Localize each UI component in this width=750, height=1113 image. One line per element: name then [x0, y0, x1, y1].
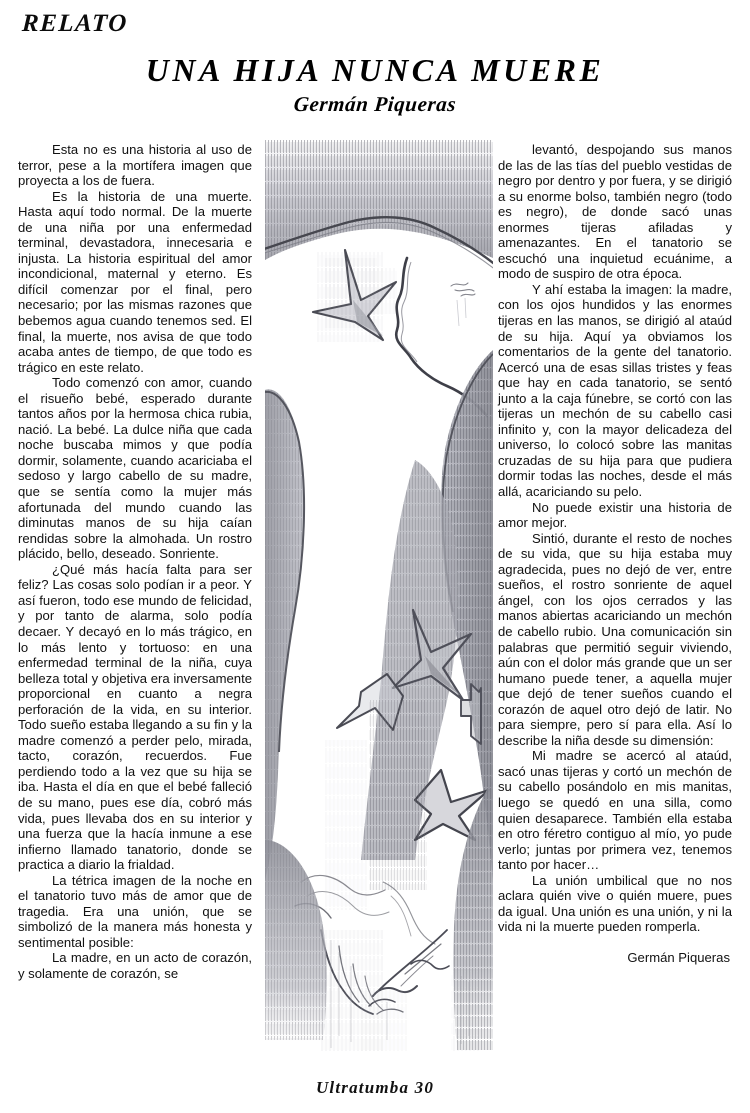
title-block — [0, 54, 750, 117]
text-column-right — [498, 142, 732, 965]
paragraph: La unión umbilical que no nos aclara quién vive o quién muere, pues da igual. Una unión es una unión, y ni la vida ni la muerte pueden romperla. — [498, 872, 732, 935]
paragraph: La madre, en un acto de corazón, y solamente de corazón, se — [18, 950, 252, 981]
byline-author: Germán Piqueras — [292, 91, 458, 116]
paragraph: La tétrica imagen de la noche en el tanatorio tuvo más de amor que de tragedia. Era una unión, que se simbolizó de la manera más honesta y sentimental posible: — [18, 872, 252, 950]
pencil-sketch-svg — [265, 140, 493, 1052]
section-kicker: RELATO — [21, 10, 129, 37]
paragraph: Mi madre se acercó al ataúd, sacó unas tijeras y cortó un mechón de su cabello posándolo en mis manitas, luego se quedó en una silla, como quien desaparece. También ella estaba en otro féretro contiguo al mío, yo pude verlo; juntas por primera vez, tenemos tanto por hacer… — [498, 748, 732, 873]
paragraph: No puede existir una historia de amor mejor. — [498, 499, 732, 531]
story-illustration — [265, 140, 493, 1052]
paragraph: ¿Qué más hacía falta para ser feliz? Las cosas solo podían ir a peor. Y así fueron, todo ese mundo de felicidad, y por tanto de alarma, solo podía decaer. Y decayó en lo más trágico, en lo más lento y tortuoso: en una enfermedad terminal de la niña, cuya belleza total y objetiva era inversamente proporcional en cuanto a negra perforación de la vida, en su interior. Todo sueño estaba llegando a su fin y la madre comenzó a perder pelo, mirada, tacto, corazón, recuerdos. Fue perdiendo todo a la vez que su hija se iba. Hasta el día en que el bebé falleció de su mano, pues ese día, cobró más vida, pues llevaba dos en su interior y una fuerza que la hacía inmune a ese infierno llamado tanatorio, donde se practica a diario la frialdad. — [18, 561, 252, 873]
page-title: UNA HIJA NUNCA MUERE — [145, 52, 605, 88]
paragraph: Todo comenzó con amor, cuando el risueño bebé, esperado durante tantos años por la hermosa chica rubia, nació. La bebé. La dulce niña que cada noche buscaba mimos y que podía dormir, solamente, cuando acariciaba el sedoso y largo cabello de su madre, que se sentía como la mujer más afortunada del mundo cuando las diminutas manos de su hija caían rendidas sobre la almohada. Un rostro plácido, bello, deseado. Sonriente. — [18, 375, 252, 562]
paragraph: Sintió, durante el resto de noches de su vida, que su hija estaba muy agradecida, pues no dejó de ver, entre sueños, el rostro sonriente de aquel ángel, con los ojos cerrados y las manos abiertas acariciando un mechón de cabello rubio. Una comunicación sin palabras que permitió seguir viviendo, aún con el dolor más grande que un ser humano puede tener, a aquella mujer que dejó de tener sueños cuando el corazón de aquel otro dejó de latir. No para siempre, pero sí para ella. Así lo describe la niña desde su dimensión: — [498, 530, 732, 748]
paragraph: Y ahí estaba la imagen: la madre, con los ojos hundidos y las enormes tijeras en las manos, se dirigió al ataúd de su hija. Aquí ya obviamos los comentarios de la gente del tanatorio. Acercó una de esas sillas tristes y feas que hay en cada tanatorio, se sentó junto a la caja fúnebre, se cortó con las tijeras un mechón de su cabello casi infinito y, con la mayor delicadeza del universo, lo colocó sobre las manitas cruzadas de su hija para que pudiera dormir todas las noches, desde el más allá, acariciando su pelo. — [498, 281, 732, 500]
paragraph: Esta no es una historia al uso de terror, pese a la mortífera imagen que proyecta a los de fuera. — [18, 142, 252, 189]
text-column-left — [18, 142, 252, 982]
paragraph: Es la historia de una muerte. Hasta aquí todo normal. De la muerte de una niña por una enfermedad terminal, devastadora, innecesaria e injusta. La historia espiritual del amor incondicional, maternal y eterno. Es difícil comenzar por el final, pero necesario; por las mismas razones que bebemos agua cuando tenemos sed. El final, la muerte, nos avisa de que todo acaba antes de tiempo, de que todo es trágico en este relato. — [18, 188, 252, 375]
author-signature: Germán Piqueras — [627, 949, 730, 965]
page-footer: Ultratumba 30 — [315, 1078, 435, 1097]
paragraph: levantó, despojando sus manos de las de las tías del pueblo vestidas de negro por dentro y por fuera, y se dirigió a su enorme bolso, también negro (todo es negro), de donde sacó unas enormes tijeras afiladas y amenazantes. En el tanatorio se escuchó una inquietud ecuánime, a modo de suspiro de otra época. — [498, 142, 732, 282]
